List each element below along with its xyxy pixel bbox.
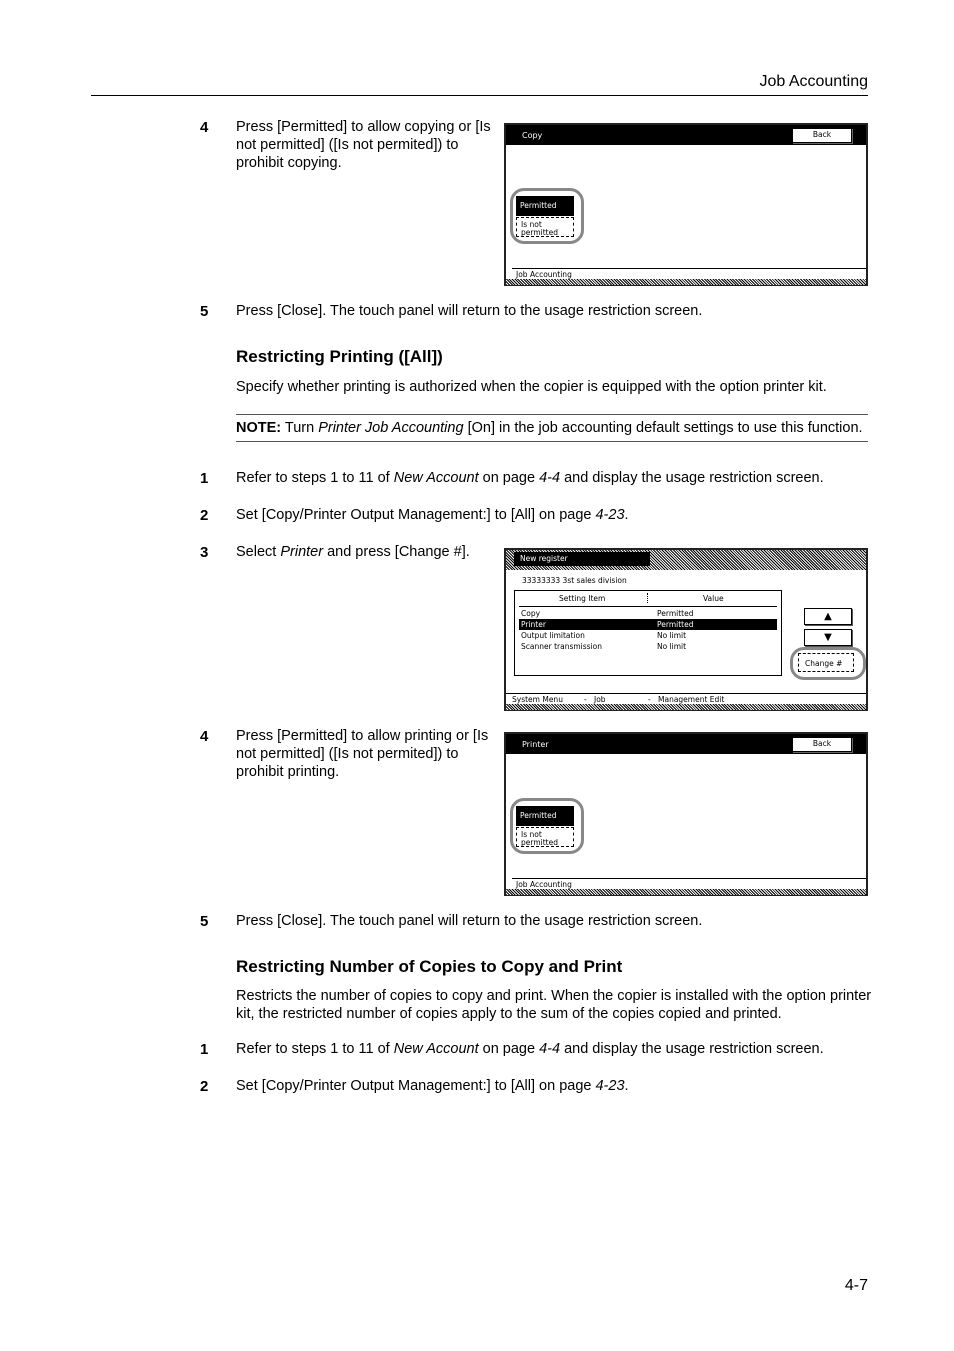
column-divider <box>647 593 648 603</box>
page-ref: 4-4 <box>539 470 561 486</box>
step-number: 5 <box>200 303 209 320</box>
step-text-part: and display the usage restriction screen. <box>560 1041 824 1057</box>
change-number-button[interactable]: Change # <box>798 653 854 672</box>
step-text-part: Set [Copy/Printer Output Management:] to [All] on page <box>236 1078 596 1094</box>
permitted-button[interactable]: Permitted <box>516 196 574 216</box>
panel-hatch <box>506 704 866 710</box>
panel-titlebar <box>506 734 866 754</box>
header-rule <box>91 95 868 96</box>
breadcrumb-separator: - <box>648 695 651 704</box>
step-text-part: Refer to steps 1 to 11 of <box>236 470 394 486</box>
step-text-part: . <box>624 507 629 523</box>
panel-title: Copy <box>522 131 543 140</box>
section-heading: Restricting Printing ([All]) <box>236 347 443 366</box>
row-item: Printer <box>521 620 546 629</box>
row-item: Scanner transmission <box>521 642 602 651</box>
note-rule-bottom <box>236 441 868 442</box>
step-text-part: on page <box>478 470 540 486</box>
table-row[interactable] <box>519 608 777 619</box>
paragraph: Specify whether printing is authorized when the copier is equipped with the option printer kit. <box>236 379 827 395</box>
step-text <box>236 543 498 561</box>
step-text-part: Set [Copy/Printer Output Management:] to [All] on page <box>236 507 596 523</box>
row-item: Copy <box>521 609 541 618</box>
column-header: Value <box>703 594 724 603</box>
row-value: No limit <box>657 631 687 640</box>
page-ref: 4-4 <box>539 1041 561 1057</box>
running-header: Job Accounting <box>759 73 868 90</box>
not-permitted-button[interactable]: Is not permitted <box>516 217 574 237</box>
paragraph: Restricts the number of copies to copy and print. When the copier is installed with the option printer kit, the restricted number of copies apply to the sum of the copies copied and printed. <box>236 988 872 1022</box>
account-label: 33333333 3st sales division <box>522 576 627 585</box>
copy-panel-screenshot <box>504 123 868 286</box>
step-text-part: Refer to steps 1 to 11 of <box>236 1041 394 1057</box>
note-emphasis: Printer Job Accounting <box>318 420 464 436</box>
step-text: Press [Permitted] to allow printing or [Is not permitted] ([Is not permited]) to prohibit printing. <box>236 728 489 780</box>
step-text <box>236 1077 868 1095</box>
step-text <box>236 506 868 524</box>
panel-status: Job Accounting <box>512 878 866 890</box>
step-number: 2 <box>200 1078 209 1095</box>
step-text: Press [Close]. The touch panel will return to the usage restriction screen. <box>236 303 703 319</box>
note-label: NOTE: <box>236 420 282 436</box>
column-header: Setting Item <box>559 594 606 603</box>
step-text <box>236 469 868 487</box>
table-row-selected[interactable] <box>519 619 777 630</box>
back-button[interactable]: Back <box>792 737 852 752</box>
breadcrumb-item: System Menu <box>512 695 563 704</box>
not-permitted-button[interactable]: Is not permitted <box>516 827 574 847</box>
step-number: 3 <box>200 544 209 561</box>
step-number: 1 <box>200 1041 209 1058</box>
scroll-up-button[interactable]: ▲ <box>804 608 852 625</box>
scroll-down-button[interactable]: ▼ <box>804 629 852 646</box>
note <box>236 419 876 437</box>
step-number: 4 <box>200 728 209 745</box>
breadcrumb-item: Management Edit <box>658 695 725 704</box>
step-number: 1 <box>200 470 209 487</box>
page-ref: 4-23 <box>595 507 625 523</box>
step-text-part: and display the usage restriction screen. <box>560 470 824 486</box>
note-text: [On] in the job accounting default settings to use this function. <box>463 420 863 436</box>
row-item: Output limitation <box>521 631 585 640</box>
register-panel-screenshot <box>504 548 868 711</box>
section-heading: Restricting Number of Copies to Copy and Print <box>236 957 623 976</box>
row-value: Permitted <box>657 620 694 629</box>
row-value: No limit <box>657 642 687 651</box>
step-text-part: Select <box>236 544 281 560</box>
page-number: 4-7 <box>844 1277 868 1294</box>
panel-title: New register <box>514 552 650 566</box>
step-number: 2 <box>200 507 209 524</box>
step-text <box>236 1040 868 1058</box>
permitted-button[interactable]: Permitted <box>516 806 574 826</box>
header-line <box>519 606 777 607</box>
page-ref: 4-23 <box>595 1078 625 1094</box>
row-value: Permitted <box>657 609 694 618</box>
panel-status: Job Accounting <box>512 268 866 280</box>
link-ref: New Account <box>393 1041 479 1057</box>
back-button[interactable]: Back <box>792 128 852 143</box>
link-ref: New Account <box>393 470 479 486</box>
step-text: Press [Permitted] to allow copying or [Is not permitted] ([Is not permited]) to prohibit copying. <box>236 119 491 171</box>
note-rule-top <box>236 414 868 415</box>
panel-titlebar <box>506 125 866 145</box>
table-row[interactable] <box>519 641 777 652</box>
step-text: Press [Close]. The touch panel will return to the usage restriction screen. <box>236 913 703 929</box>
step-text-part: and press [Change #]. <box>323 544 470 560</box>
breadcrumb-separator: - <box>584 695 587 704</box>
step-text-part: on page <box>478 1041 540 1057</box>
panel-title: Printer <box>522 740 549 749</box>
panel-hatch <box>506 279 866 285</box>
step-number: 5 <box>200 913 209 930</box>
step-text-emphasis: Printer <box>280 544 324 560</box>
step-text-part: . <box>624 1078 629 1094</box>
breadcrumb-item: Job <box>594 695 606 704</box>
settings-table <box>514 590 782 676</box>
table-row[interactable] <box>519 630 777 641</box>
note-text: Turn <box>281 420 319 436</box>
panel-hatch <box>506 889 866 895</box>
printer-panel-screenshot <box>504 732 868 896</box>
step-number: 4 <box>200 119 209 136</box>
